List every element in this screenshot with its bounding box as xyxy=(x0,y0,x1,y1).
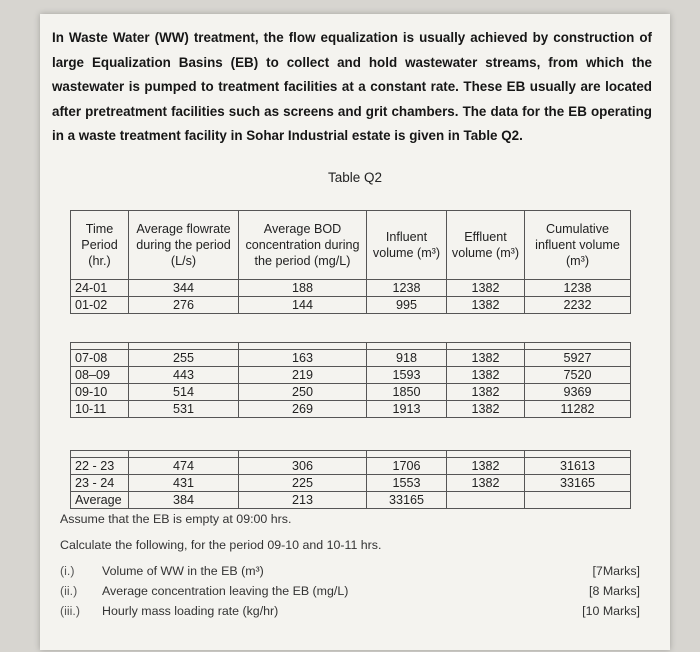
table-cell: 1913 xyxy=(367,401,447,418)
table-cell: 09-10 xyxy=(71,384,129,401)
table-cell: 514 xyxy=(129,384,239,401)
table-cell: 1382 xyxy=(447,384,525,401)
table-cell: 1382 xyxy=(447,401,525,418)
table-cell: 1706 xyxy=(367,458,447,475)
table-cell: 219 xyxy=(239,367,367,384)
table-row xyxy=(71,401,631,418)
table-cell: 5927 xyxy=(525,350,631,367)
table-cell: 33165 xyxy=(367,492,447,509)
header-avg-flowrate: Average flowrate during the period (L/s) xyxy=(129,211,239,280)
header-effluent-volume: Effluent volume (m³) xyxy=(447,211,525,280)
table-cell: 474 xyxy=(129,458,239,475)
question-marks: [7Marks] xyxy=(592,564,640,578)
header-avg-bod: Average BOD concentration during the period (mg/L) xyxy=(239,211,367,280)
table-cell: 22 - 23 xyxy=(71,458,129,475)
table-row xyxy=(71,280,631,297)
table-cell: 24-01 xyxy=(71,280,129,297)
table-cell: 08–09 xyxy=(71,367,129,384)
table-cell: 11282 xyxy=(525,401,631,418)
question-text: Volume of WW in the EB (m³) xyxy=(102,564,264,578)
table-cell: 31613 xyxy=(525,458,631,475)
table-cell: 1238 xyxy=(367,280,447,297)
header-influent-volume: Influent volume (m³) xyxy=(367,211,447,280)
question-number: (i.) xyxy=(60,564,75,578)
table-cell: 276 xyxy=(129,297,239,314)
question-item xyxy=(60,564,650,584)
table-cell: 384 xyxy=(129,492,239,509)
table-cell: 1382 xyxy=(447,367,525,384)
table-cell: 07-08 xyxy=(71,350,129,367)
table-cell: 225 xyxy=(239,475,367,492)
table-cell xyxy=(447,492,525,509)
table-cell: 531 xyxy=(129,401,239,418)
table-cell: 1238 xyxy=(525,280,631,297)
table-body-block-2 xyxy=(71,350,631,418)
table-cell: 1382 xyxy=(447,458,525,475)
table-cell: 443 xyxy=(129,367,239,384)
table-cell: 01-02 xyxy=(71,297,129,314)
data-table-block-1 xyxy=(70,210,631,314)
document-page xyxy=(40,14,670,650)
question-number: (iii.) xyxy=(60,604,80,618)
table-row xyxy=(71,492,631,509)
table-body-block-3 xyxy=(71,458,631,509)
table-cell: 2232 xyxy=(525,297,631,314)
table-cell: 255 xyxy=(129,350,239,367)
table-cell: 431 xyxy=(129,475,239,492)
table-cell: 188 xyxy=(239,280,367,297)
header-time-period: Time Period (hr.) xyxy=(71,211,129,280)
table-header-row xyxy=(71,211,631,280)
calculation-instruction: Calculate the following, for the period 09-10 and 10-11 hrs. xyxy=(60,538,382,552)
problem-statement: In Waste Water (WW) treatment, the flow equalization is usually achieved by construction of large Equalization Basins (EB) to collect and hold wastewater streams, from which the wastewater is pumped to treatment facilities at a constant rate. These EB usually are located after pretreatment facilities such as screens and grit chambers. The data for the EB operating in a waste treatment facility in Sohar Industrial estate is given in Table Q2. xyxy=(52,30,652,143)
table-row xyxy=(71,475,631,492)
table-row xyxy=(71,297,631,314)
table-title: Table Q2 xyxy=(327,170,383,185)
table-cell: 33165 xyxy=(525,475,631,492)
table-row xyxy=(71,384,631,401)
table-cell: 1382 xyxy=(447,297,525,314)
data-table-block-2 xyxy=(70,342,631,418)
table-cell: 1382 xyxy=(447,475,525,492)
table-cell: 9369 xyxy=(525,384,631,401)
table-cell: 269 xyxy=(239,401,367,418)
table-cell: Average xyxy=(71,492,129,509)
questions-section xyxy=(60,512,650,624)
table-body-block-1 xyxy=(71,280,631,314)
table-cell: 163 xyxy=(239,350,367,367)
table-cell: 7520 xyxy=(525,367,631,384)
question-marks: [10 Marks] xyxy=(582,604,640,618)
table-cell: 1850 xyxy=(367,384,447,401)
table-cell: 1593 xyxy=(367,367,447,384)
table-cell: 306 xyxy=(239,458,367,475)
table-cell: 250 xyxy=(239,384,367,401)
data-table-block-3 xyxy=(70,450,631,509)
question-item xyxy=(60,584,650,604)
question-item xyxy=(60,604,650,624)
table-cell: 995 xyxy=(367,297,447,314)
gap-row xyxy=(71,343,631,350)
table-cell: 213 xyxy=(239,492,367,509)
table-row xyxy=(71,367,631,384)
table-cell: 144 xyxy=(239,297,367,314)
table-cell: 344 xyxy=(129,280,239,297)
table-cell: 918 xyxy=(367,350,447,367)
assumption-text: Assume that the EB is empty at 09:00 hrs. xyxy=(60,512,292,526)
header-cumulative-volume: Cumulative influent volume (m³) xyxy=(525,211,631,280)
table-cell: 23 - 24 xyxy=(71,475,129,492)
table-cell: 1553 xyxy=(367,475,447,492)
question-number: (ii.) xyxy=(60,584,78,598)
question-text: Average concentration leaving the EB (mg/L) xyxy=(102,584,349,598)
gap-row xyxy=(71,451,631,458)
table-cell: 10-11 xyxy=(71,401,129,418)
table-row xyxy=(71,350,631,367)
table-row xyxy=(71,458,631,475)
table-cell: 1382 xyxy=(447,280,525,297)
table-cell: 1382 xyxy=(447,350,525,367)
question-text: Hourly mass loading rate (kg/hr) xyxy=(102,604,279,618)
question-marks: [8 Marks] xyxy=(589,584,640,598)
table-cell xyxy=(525,492,631,509)
